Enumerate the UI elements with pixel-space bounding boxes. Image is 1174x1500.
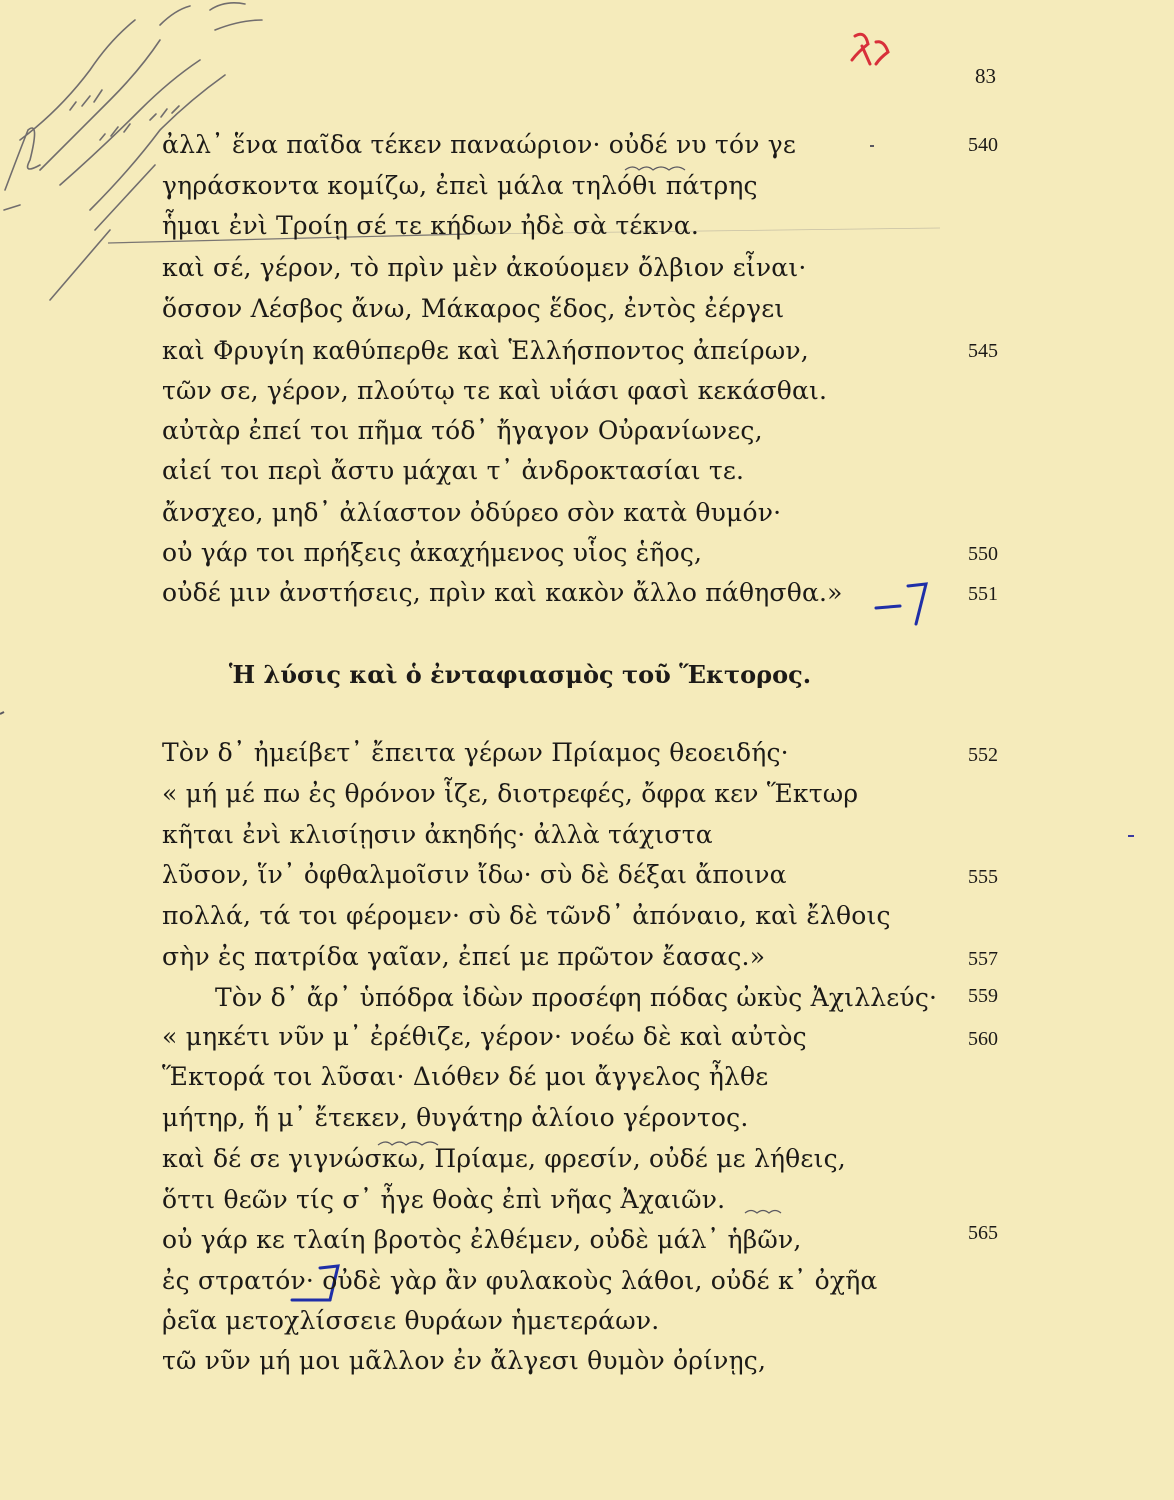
line-number: 565	[968, 1222, 998, 1244]
blue-bracket-551	[876, 584, 926, 624]
verse-line: καὶ Φρυγίη καθύπερθε καὶ Ἑλλήσποντος ἀπείρων,	[162, 336, 809, 365]
verse-line: οὐδέ μιν ἀνστήσεις, πρὶν καὶ κακὸν ἄλλο πάθησθα.»	[162, 578, 843, 607]
red-mark	[852, 34, 888, 64]
verse-line: « μηκέτι νῦν μ᾽ ἐρέθιζε, γέρον· νοέω δὲ καὶ αὐτὸς	[162, 1022, 807, 1051]
verse-line: αἰεί τοι περὶ ἄστυ μάχαι τ᾽ ἀνδροκτασίαι τε.	[162, 456, 745, 485]
verse-line: Ἕκτορά τοι λῦσαι· Διόθεν δέ μοι ἄγγελος ἦλθε	[162, 1062, 769, 1091]
verse-line: Τὸν δ᾽ ἄρ᾽ ὑπόδρα ἰδὼν προσέφη πόδας ὠκὺς Ἀχιλλεύς·	[215, 983, 938, 1012]
verse-line: τῶ νῦν μή μοι μᾶλλον ἐν ἄλγεσι θυμὸν ὀρίνῃς,	[162, 1346, 767, 1375]
line-number: 557	[968, 948, 998, 970]
line-number: 551	[968, 583, 998, 605]
line-number: 559	[968, 985, 998, 1007]
verse-line: ὅττι θεῶν τίς σ᾽ ἦγε θοὰς ἐπὶ νῆας Ἀχαιῶν.	[162, 1185, 726, 1214]
verse-line: σὴν ἐς πατρίδα γαῖαν, ἐπεί με πρῶτον ἔασας.»	[162, 942, 766, 971]
verse-line: Τὸν δ᾽ ἠμείβετ᾽ ἔπειτα γέρων Πρίαμος θεοειδής·	[162, 738, 789, 767]
page-number: 83	[975, 64, 996, 88]
verse-line: ἧμαι ἐνὶ Τροίῃ σέ τε κήδων ἠδὲ σὰ τέκνα.	[162, 211, 699, 240]
verse-line: καὶ δέ σε γιγνώσκω, Πρίαμε, φρεσίν, οὐδέ με λήθεις,	[162, 1144, 846, 1173]
line-number: 545	[968, 340, 998, 362]
line-number: 540	[968, 134, 998, 156]
verse-line: καὶ σέ, γέρον, τὸ πρὶν μὲν ἀκούομεν ὄλβιον εἶναι·	[162, 253, 807, 282]
verse-line: « μή μέ πω ἐς θρόνον ἷζε, διοτρεφές, ὄφρα κεν Ἕκτωρ	[162, 779, 859, 808]
verse-line: τῶν σε, γέρον, πλούτῳ τε καὶ υἱάσι φασὶ κεκάσθαι.	[162, 376, 828, 405]
verse-line: ῥεῖα μετοχλίσσειε θυράων ἡμετεράων.	[162, 1306, 660, 1335]
line-number: 550	[968, 543, 998, 565]
line-number: 552	[968, 744, 998, 766]
verse-line: ἀλλ᾽ ἕνα παῖδα τέκεν παναώριον· οὐδέ νυ τόν γε	[162, 130, 797, 159]
verse-line: ἐς στρατόν· οὐδὲ γὰρ ἂν φυλακοὺς λάθοι, οὐδέ κ᾽ ὀχῆα	[162, 1266, 878, 1295]
verse-line: ὅσσον Λέσβος ἄνω, Μάκαρος ἕδος, ἐντὸς ἐέργει	[162, 294, 785, 323]
line-number: 555	[968, 866, 998, 888]
verse-line: λῦσον, ἵν᾽ ὀφθαλμοῖσιν ἴδω· σὺ δὲ δέξαι ἄποινα	[162, 860, 787, 889]
verse-line: αὐτὰρ ἐπεί τοι πῆμα τόδ᾽ ἤγαγον Οὐρανίωνες,	[162, 416, 763, 445]
verse-line: οὐ γάρ τοι πρήξεις ἀκαχήμενος υἷος ἑῆος,	[162, 538, 703, 567]
verse-line: οὐ γάρ κε τλαίη βροτὸς ἐλθέμεν, οὐδὲ μάλ᾽ ἡβῶν,	[162, 1225, 802, 1254]
verse-line: γηράσκοντα κομίζω, ἐπεὶ μάλα τηλόθι πάτρης	[162, 171, 758, 200]
section-heading: Ἡ λύσις καὶ ὁ ἐνταφιασμὸς τοῦ Ἕκτορος.	[228, 660, 812, 689]
verse-line: πολλά, τά τοι φέρομεν· σὺ δὲ τῶνδ᾽ ἀπόναιο, καὶ ἔλθοις	[162, 901, 891, 930]
verse-line: ἄνσχεο, μηδ᾽ ἀλίαστον ὀδύρεο σὸν κατὰ θυμόν·	[162, 498, 782, 527]
verse-line: κῆται ἐνὶ κλισίῃσιν ἀκηδής· ἀλλὰ τάχιστα	[162, 820, 713, 849]
line-number: 560	[968, 1028, 998, 1050]
verse-line: μήτηρ, ἥ μ᾽ ἔτεκεν, θυγάτηρ ἁλίοιο γέροντος.	[162, 1103, 749, 1132]
